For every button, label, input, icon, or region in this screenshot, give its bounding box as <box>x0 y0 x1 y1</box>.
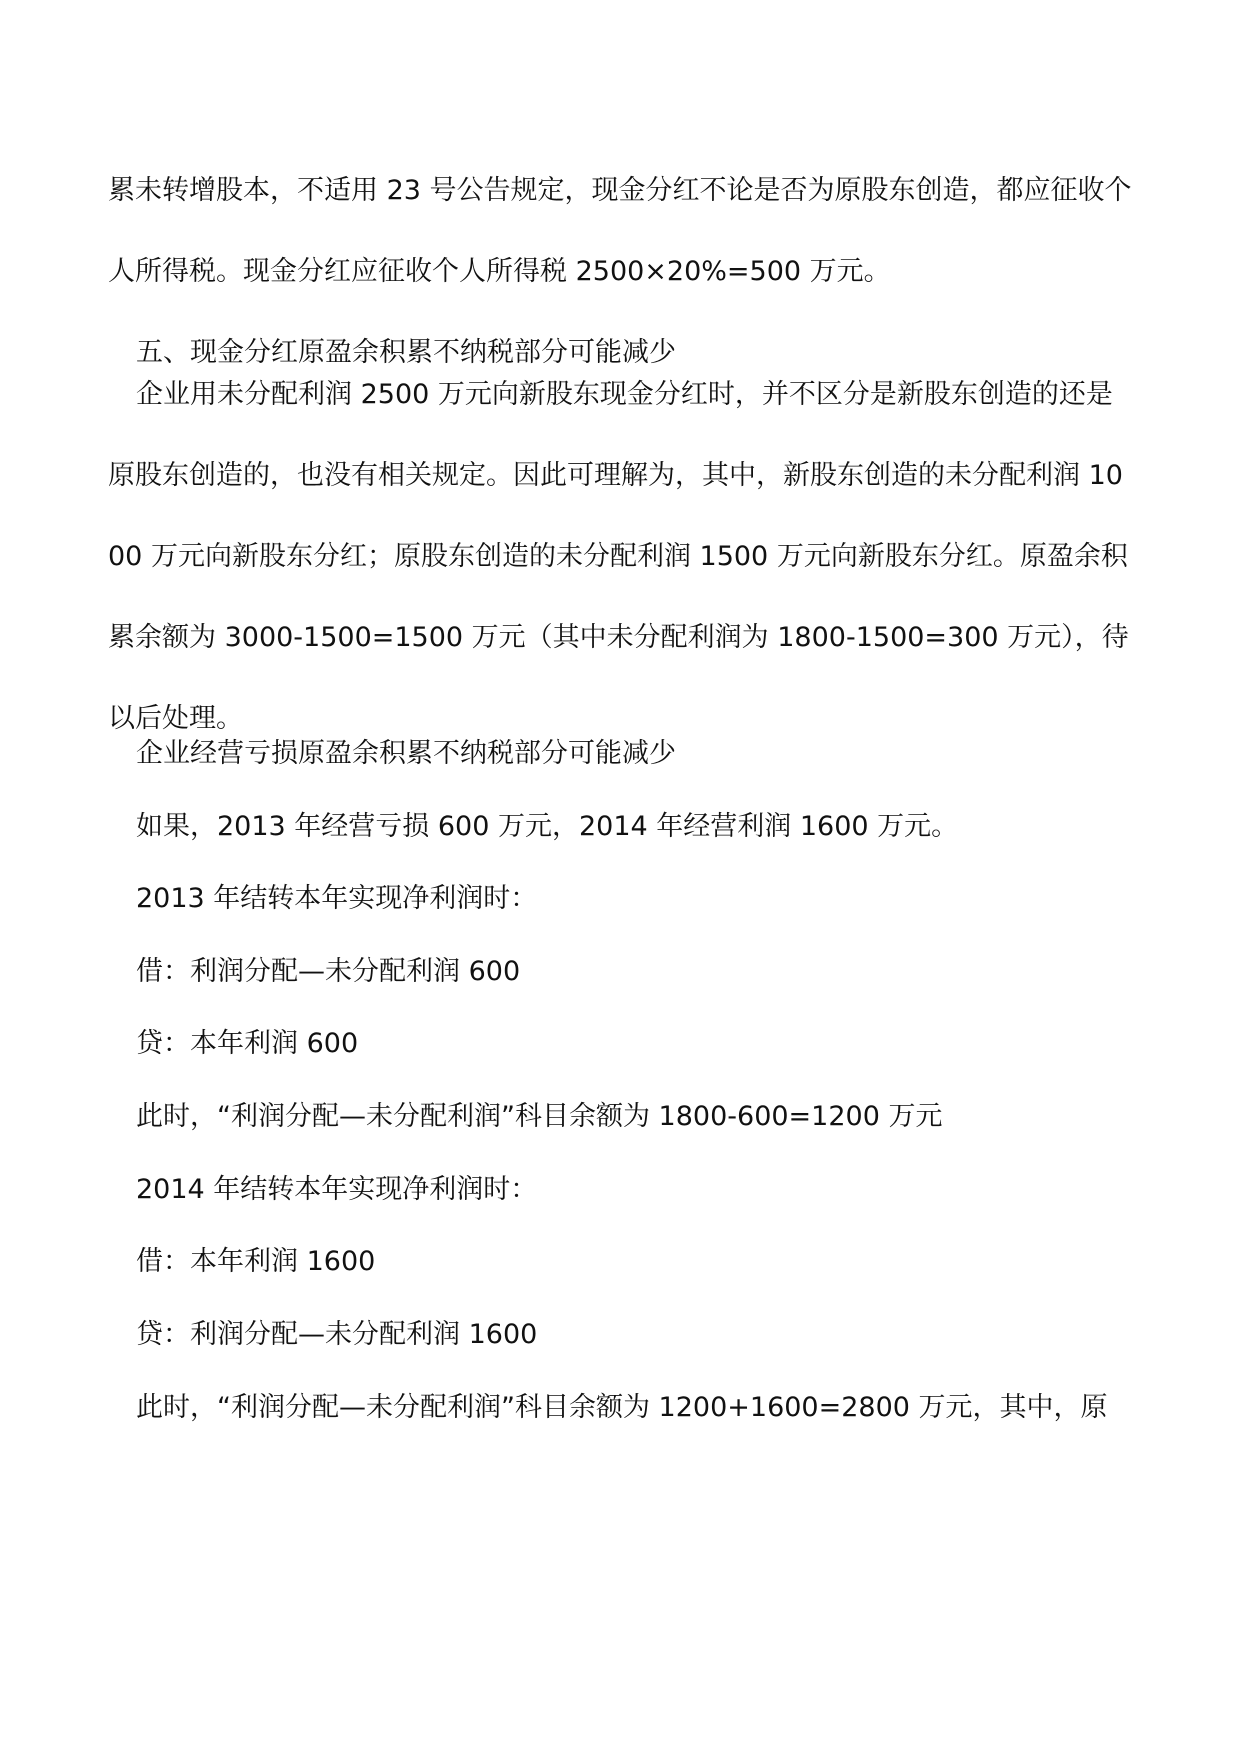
line-debit-2014: 借：本年利润 1600 <box>136 1246 376 1277</box>
line-balance-2014: 此时，“利润分配—未分配利润”科目余额为 1200+1600=2800 万元，其中，原 <box>136 1392 1108 1423</box>
line-credit-2014: 贷：利润分配—未分配利润 1600 <box>136 1319 538 1350</box>
section-heading-five: 五、现金分红原盈余积累不纳税部分可能减少 <box>136 337 676 368</box>
line-2014-transfer: 2014 年结转本年实现净利润时： <box>136 1174 538 1205</box>
paragraph-example: 如果，2013 年经营亏损 600 万元，2014 年经营利润 1600 万元。 <box>136 811 959 842</box>
line-2013-transfer: 2013 年结转本年实现净利润时： <box>136 883 538 914</box>
paragraph-tax-continuation: 累未转增股本，不适用 23 号公告规定，现金分红不论是否为原股东创造，都应征收个人所得税。现金分红应征收个人所得税 2500×20%=500 万元。 <box>108 175 1132 287</box>
paragraph-cash-dividend: 企业用未分配利润 2500 万元向新股东现金分红时，并不区分是新股东创造的还是原股东创造的，也没有相关规定。因此可理解为，其中，新股东创造的未分配利润 1000 万元向新股东分红；原股东创造的未分配利润 1500 万元向新股东分红。原盈余积累余额为 3000-1500=1500 万元（其中未分配利润为 1800-1500=300 万元），待以后处理。 <box>108 379 1129 734</box>
line-balance-2013: 此时，“利润分配—未分配利润”科目余额为 1800-600=1200 万元 <box>136 1101 943 1132</box>
section-heading-loss: 企业经营亏损原盈余积累不纳税部分可能减少 <box>136 738 676 769</box>
line-debit-2013: 借：利润分配—未分配利润 600 <box>136 956 521 987</box>
line-credit-2013: 贷：本年利润 600 <box>136 1028 359 1059</box>
